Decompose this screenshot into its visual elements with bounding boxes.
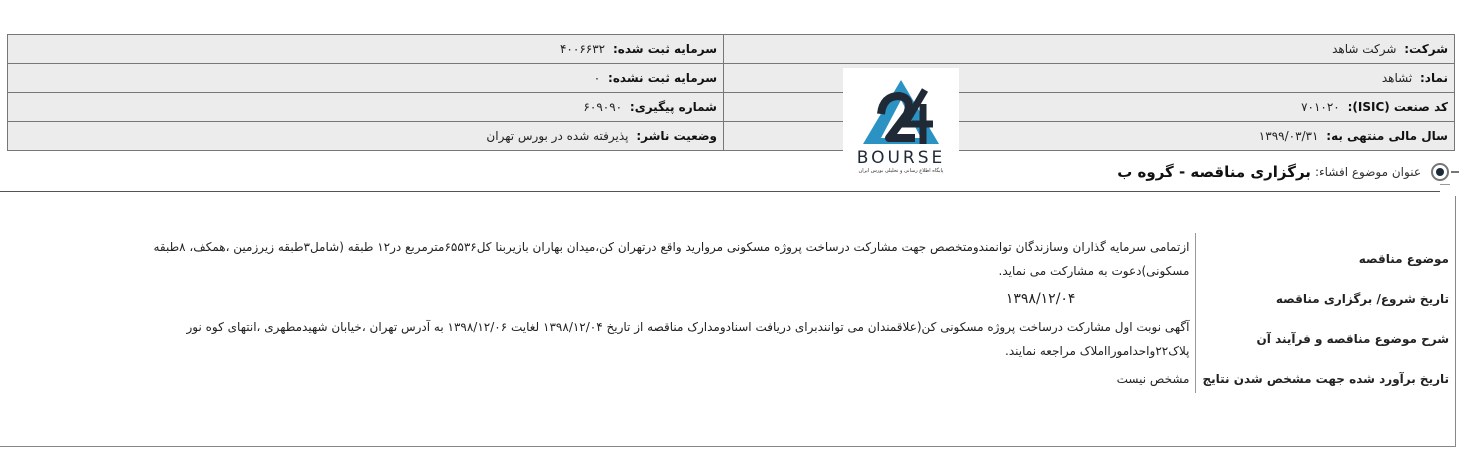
- symbol-cell: [724, 64, 1455, 93]
- bourse-logo: [843, 68, 959, 180]
- bullet-target-icon: [1429, 161, 1451, 183]
- divider-tail: [1440, 184, 1450, 185]
- fiscal-year-cell: [724, 122, 1455, 151]
- detail-row: [115, 233, 1455, 285]
- divider: [0, 191, 1440, 192]
- info-row: [8, 93, 1455, 122]
- info-row: [8, 64, 1455, 93]
- tracking-number-label: شماره پیگیری:: [629, 100, 717, 114]
- unregistered-capital-cell: [8, 64, 724, 93]
- company-value: شرکت شاهد: [1332, 42, 1397, 56]
- detail-label: موضوع مناقصه: [1196, 233, 1455, 285]
- fiscal-year-value: ۱۳۹۹/۰۳/۳۱: [1258, 129, 1319, 143]
- detail-row: [115, 365, 1455, 393]
- registered-capital-cell: [8, 35, 724, 64]
- detail-value: ۱۳۹۸/۱۲/۰۴: [1005, 291, 1076, 307]
- details-table: [115, 233, 1455, 393]
- registered-capital-label: سرمایه ثبت شده:: [612, 42, 717, 56]
- isic-label: کد صنعت (ISIC):: [1347, 100, 1448, 114]
- publisher-status-label: وضعیت ناشر:: [636, 129, 717, 143]
- unregistered-capital-value: ۰: [593, 71, 601, 85]
- detail-row: [115, 285, 1455, 313]
- company-cell: [724, 35, 1455, 64]
- info-row: [8, 122, 1455, 151]
- detail-value: مشخص نیست: [1116, 372, 1190, 386]
- info-row: [8, 35, 1455, 64]
- bourse-logo-mark: [843, 68, 959, 150]
- tracking-number-cell: [8, 93, 724, 122]
- isic-cell: [724, 93, 1455, 122]
- bourse-logo-subtitle: پایگاه اطلاع رسانی و تحلیلی بورس ایران: [858, 168, 944, 174]
- fiscal-year-label: سال مالی منتهی به:: [1326, 129, 1448, 143]
- detail-label: شرح موضوع مناقصه و فرآیند آن: [1196, 313, 1455, 365]
- company-label: شرکت:: [1404, 42, 1448, 56]
- unregistered-capital-label: سرمایه ثبت نشده:: [608, 71, 717, 85]
- company-info-table: [7, 34, 1455, 151]
- symbol-value: ثشاهد: [1381, 71, 1413, 85]
- publisher-status-cell: [8, 122, 724, 151]
- disclosure-title-value: برگزاری مناقصه - گروه ب: [1117, 163, 1311, 181]
- detail-value: ازتمامی سرمایه گذاران وسازندگان توانمندومتخصص جهت مشارکت درساخت پروژه مسکونی مروارید واقع درتهران کن،میدان بهاران بازیربنا کل۶۵۵۳۶مترمربع در۱۲ طبقه (شامل۳طبقه زیرزمین ،همکف، ۸طبقه مسکونی)دعوت به مشارکت می نماید.: [153, 240, 1190, 278]
- detail-row: [115, 313, 1455, 365]
- detail-label: تاریخ شروع/ برگزاری مناقصه: [1196, 285, 1455, 313]
- detail-value: آگهی نوبت اول مشارکت درساخت پروژه مسکونی کن(علاقمندان می توانندبرای دریافت اسنادومدارک مناقصه از تاریخ ۱۳۹۸/۱۲/۰۴ لغایت ۱۳۹۸/۱۲/۰۶ به آدرس تهران ،خیابان شهیدمطهری ،انتهای کوه نور پلاک۲۲واحدامورااملاک مراجعه نمایند.: [186, 320, 1190, 358]
- publisher-status-value: پذیرفته شده در بورس تهران: [486, 129, 629, 143]
- disclosure-title-label: عنوان موضوع افشاء:: [1314, 165, 1421, 179]
- registered-capital-value: ۴۰۰۶۶۳۲: [559, 42, 606, 56]
- disclosure-subject: [1117, 160, 1451, 184]
- tracking-number-value: ۶۰۹۰۹۰: [583, 100, 623, 114]
- symbol-label: نماد:: [1419, 71, 1448, 85]
- detail-label: تاریخ برآورد شده جهت مشخص شدن نتایج: [1196, 365, 1455, 393]
- isic-value: ۷۰۱۰۲۰: [1301, 100, 1340, 114]
- bourse-logo-word: BOURSE: [856, 148, 946, 168]
